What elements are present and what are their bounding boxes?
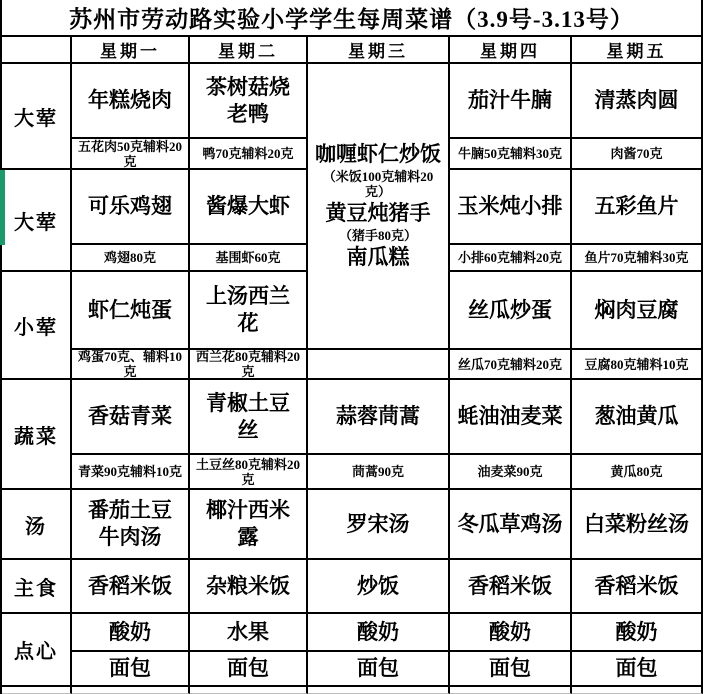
row-label-small-meat: 小荤 — [2, 272, 72, 380]
bottom-partial-row-cell — [572, 687, 703, 694]
snack2-cell-thu: 面包 — [450, 652, 572, 687]
green-accent-strip — [0, 170, 5, 245]
dish-cell-mon-soup: 番茄土豆牛肉汤 — [72, 490, 190, 560]
dish-cell-tue-big2: 酱爆大虾 — [190, 170, 308, 245]
day-header-friday: 星期五 — [572, 37, 703, 64]
dish-cell-thu-small: 丝瓜炒蛋 — [450, 272, 572, 350]
dish-cell-tue-staple: 杂粮米饭 — [190, 560, 308, 614]
portion-cell-fri-veg: 黄瓜80克 — [572, 455, 703, 490]
dish-cell-thu-big1: 茄汁牛腩 — [450, 64, 572, 139]
dish-cell-wed-veg: 蒜蓉茼蒿 — [308, 380, 450, 455]
portion-cell-fri-small: 豆腐80克辅料10克 — [572, 350, 703, 380]
row-label-big-meat-2: 大荤 — [2, 170, 72, 272]
dish-cell-thu-veg: 蚝油油麦菜 — [450, 380, 572, 455]
snack1-cell-wed: 酸奶 — [308, 614, 450, 652]
row-label-vegetable: 蔬菜 — [2, 380, 72, 490]
portion-cell-thu-small: 丝瓜70克辅料20克 — [450, 350, 572, 380]
dish-cell-mon-small: 虾仁炖蛋 — [72, 272, 190, 350]
snack2-cell-mon: 面包 — [72, 652, 190, 687]
dish-cell-mon-big1: 年糕烧肉 — [72, 64, 190, 139]
dish-cell-fri-soup: 白菜粉丝汤 — [572, 490, 703, 560]
row-label-staple: 主食 — [2, 560, 72, 614]
dish-cell-tue-veg: 青椒土豆丝 — [190, 380, 308, 455]
day-header-tuesday: 星期二 — [190, 37, 308, 64]
portion-cell-tue-big1: 鸭70克辅料20克 — [190, 139, 308, 170]
wed-dish-line: 咖喱虾仁炒饭 — [315, 142, 441, 166]
row-label-soup: 汤 — [2, 490, 72, 560]
empty-cell-wed-small-portion — [308, 350, 450, 380]
portion-cell-thu-big2: 小排60克辅料20克 — [450, 245, 572, 272]
dish-cell-wed-soup: 罗宋汤 — [308, 490, 450, 560]
bottom-partial-row-cell — [450, 687, 572, 694]
snack1-cell-mon: 酸奶 — [72, 614, 190, 652]
row-label-big-meat-1: 大荤 — [2, 64, 72, 170]
dish-cell-fri-veg: 葱油黄瓜 — [572, 380, 703, 455]
wed-qty-line: （猪手80克） — [338, 228, 417, 243]
dish-cell-tue-big1: 茶树菇烧老鸭 — [190, 64, 308, 139]
day-header-monday: 星期一 — [72, 37, 190, 64]
portion-cell-mon-veg: 青菜90克辅料10克 — [72, 455, 190, 490]
portion-cell-thu-big1: 牛腩50克辅料30克 — [450, 139, 572, 170]
dish-cell-thu-big2: 玉米炖小排 — [450, 170, 572, 245]
portion-cell-mon-big1: 五花肉50克辅料20克 — [72, 139, 190, 170]
header-corner-cell — [2, 37, 72, 64]
wed-qty-line: （米饭100克辅料20克） — [322, 169, 434, 199]
dish-cell-mon-staple: 香稻米饭 — [72, 560, 190, 614]
bottom-partial-row-cell — [2, 687, 72, 694]
portion-cell-mon-small: 鸡蛋70克、辅料10克 — [72, 350, 190, 380]
row-label-snack: 点心 — [2, 614, 72, 687]
portion-cell-fri-big1: 肉酱70克 — [572, 139, 703, 170]
portion-cell-wed-veg: 茼蒿90克 — [308, 455, 450, 490]
snack1-cell-tue: 水果 — [190, 614, 308, 652]
portion-cell-tue-veg: 土豆丝80克辅料20克 — [190, 455, 308, 490]
dish-cell-fri-big1: 清蒸肉圆 — [572, 64, 703, 139]
dish-cell-thu-soup: 冬瓜草鸡汤 — [450, 490, 572, 560]
dish-cell-mon-big2: 可乐鸡翅 — [72, 170, 190, 245]
snack2-cell-tue: 面包 — [190, 652, 308, 687]
bottom-partial-row-cell — [308, 687, 450, 694]
snack1-cell-thu: 酸奶 — [450, 614, 572, 652]
dish-cell-wed-staple: 炒饭 — [308, 560, 450, 614]
dish-cell-fri-small: 焖肉豆腐 — [572, 272, 703, 350]
dish-cell-tue-soup: 椰汁西米露 — [190, 490, 308, 560]
dish-cell-tue-small: 上汤西兰花 — [190, 272, 308, 350]
wed-dish-line: 黄豆炖猪手 — [325, 201, 431, 225]
page-title: 苏州市劳动路实验小学学生每周菜谱（3.9号-3.13号） — [0, 0, 703, 35]
portion-cell-thu-veg: 油麦菜90克 — [450, 455, 572, 490]
wednesday-merged-menu-cell — [308, 64, 450, 350]
portion-cell-mon-big2: 鸡翅80克 — [72, 245, 190, 272]
day-header-thursday: 星期四 — [450, 37, 572, 64]
snack2-cell-wed: 面包 — [308, 652, 450, 687]
snack2-cell-fri: 面包 — [572, 652, 703, 687]
dish-cell-mon-veg: 香菇青菜 — [72, 380, 190, 455]
bottom-partial-row-cell — [190, 687, 308, 694]
dish-cell-fri-staple: 香稻米饭 — [572, 560, 703, 614]
menu-table — [0, 35, 703, 694]
snack1-cell-fri: 酸奶 — [572, 614, 703, 652]
day-header-wednesday: 星期三 — [308, 37, 450, 64]
portion-cell-fri-big2: 鱼片70克辅料30克 — [572, 245, 703, 272]
portion-cell-tue-small: 西兰花80克辅料20克 — [190, 350, 308, 380]
wed-dish-line: 南瓜糕 — [346, 245, 410, 269]
bottom-partial-row-cell — [72, 687, 190, 694]
dish-cell-thu-staple: 香稻米饭 — [450, 560, 572, 614]
portion-cell-tue-big2: 基围虾60克 — [190, 245, 308, 272]
dish-cell-fri-big2: 五彩鱼片 — [572, 170, 703, 245]
